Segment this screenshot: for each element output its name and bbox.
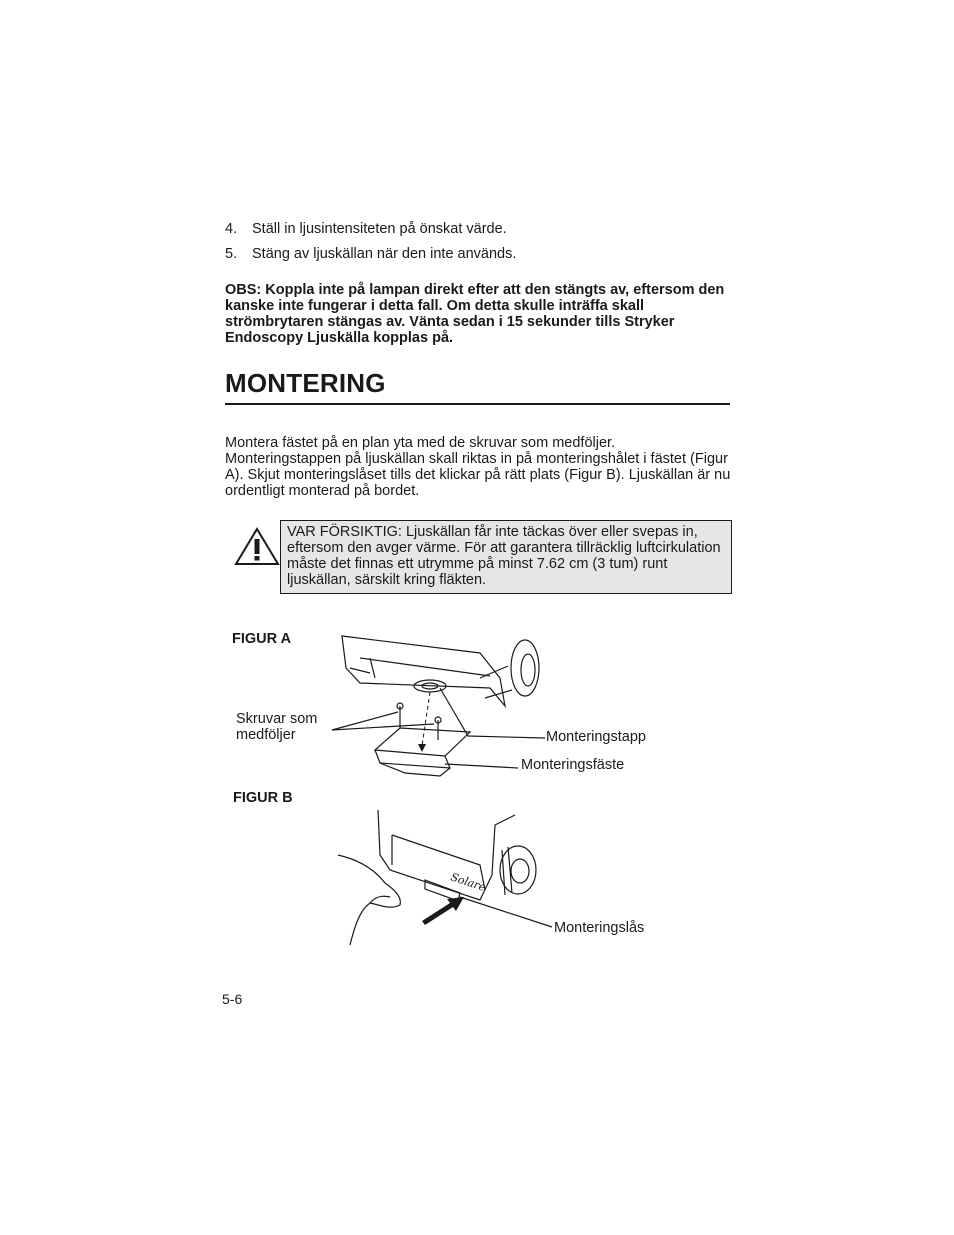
warning-triangle-icon bbox=[234, 526, 280, 566]
obs-note: OBS: Koppla inte på lampan direkt efter att den stängts av, eftersom den kanske inte fungerar i detta fall. Om detta skulle inträffa skall strömbrytaren stängas av. Vänta sedan i 15 sekunder tills Stryker Endoscopy Ljuskälla kopplas på. bbox=[225, 282, 725, 346]
step-text: Ställ in ljusintensiteten på önskat värde. bbox=[252, 221, 507, 237]
callout-mounting-lock: Monteringslås bbox=[554, 920, 645, 936]
callout-mounting-bracket: Monteringsfäste bbox=[521, 757, 625, 773]
callout-screws: Skruvar som medföljer bbox=[236, 711, 318, 743]
figure-b-illustration bbox=[330, 805, 555, 950]
step-number: 5. bbox=[225, 246, 238, 262]
section-title: MONTERING bbox=[225, 368, 386, 398]
page-number: 5-6 bbox=[222, 991, 243, 1007]
section-rule bbox=[225, 403, 730, 405]
screws-leader-lines bbox=[330, 700, 440, 740]
figure-a-label: FIGUR A bbox=[232, 631, 292, 647]
step-5 bbox=[225, 246, 516, 262]
step-4 bbox=[225, 221, 507, 237]
step-text: Stäng av ljuskällan när den inte används. bbox=[252, 246, 517, 262]
callout-mounting-pin: Monteringstapp bbox=[546, 729, 646, 745]
device-logo: Solare bbox=[449, 870, 488, 894]
caution-box: VAR FÖRSIKTIG: Ljuskällan får inte täckas över eller svepas in, eftersom den avger värme. För att garantera tillräcklig luftcirkulation måste det finnas ett utrymme på minst 7.62 cm (3 tum) runt ljuskällan, särskilt kring fläkten. bbox=[280, 520, 732, 594]
section-paragraph: Montera fästet på en plan yta med de skruvar som medföljer. Monteringstappen på ljuskällan skall riktas in på monteringshålet i fästet (Figur A). Skjut monteringslåset tills det klickar på rätt plats (Figur B). Ljuskällan är nu ordentligt monterad på bordet. bbox=[225, 435, 731, 499]
figure-b-label: FIGUR B bbox=[233, 790, 293, 806]
step-number: 4. bbox=[225, 221, 238, 237]
